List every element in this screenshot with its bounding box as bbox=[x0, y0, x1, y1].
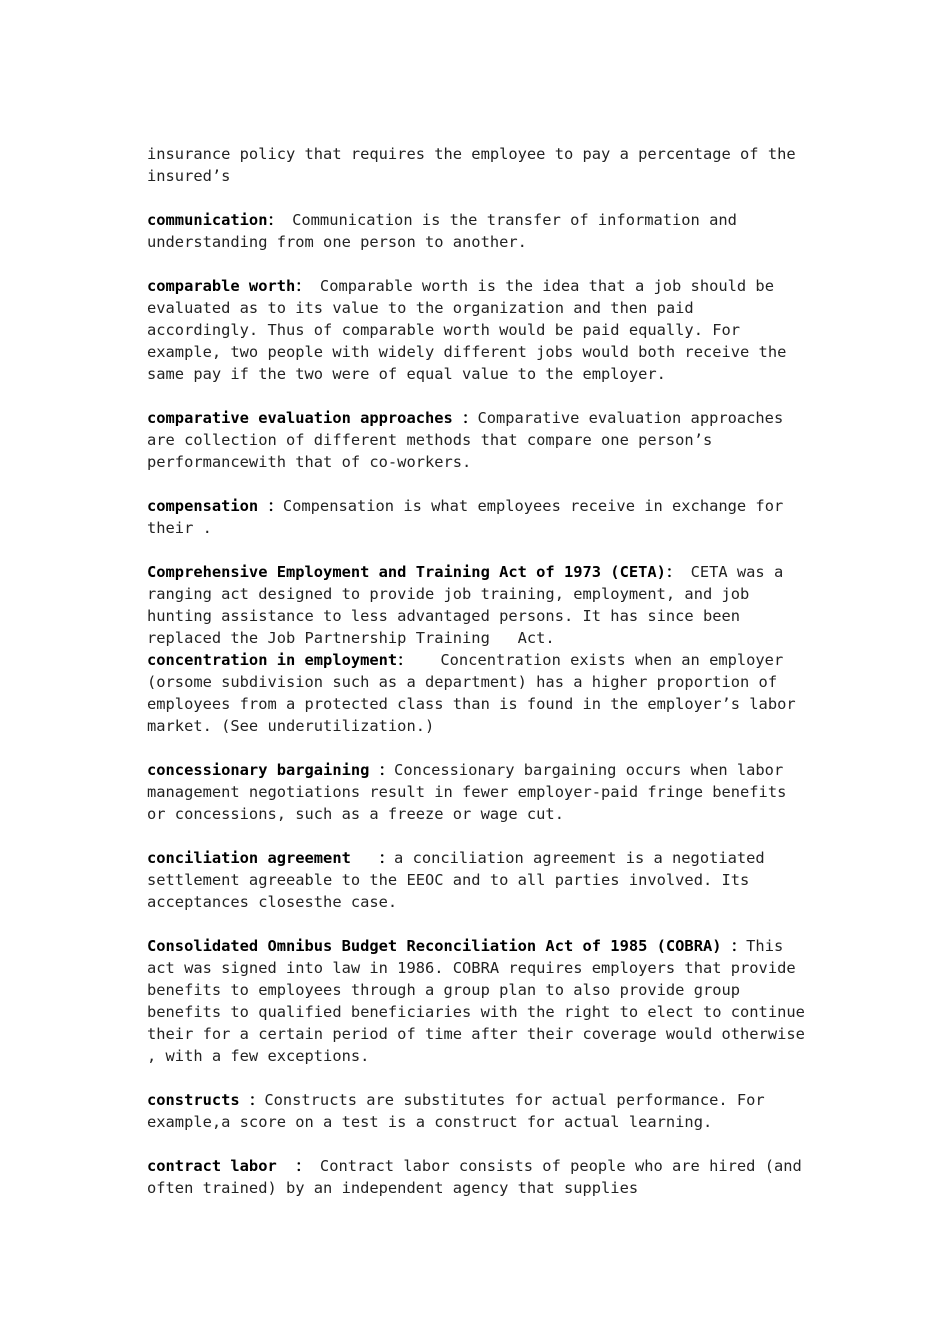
entry-term: constructs ： bbox=[147, 1091, 265, 1109]
entry-definition: Constructs are substitutes for actual performance. For example,a score on a test is a construct for actual learning. bbox=[147, 1091, 774, 1131]
glossary-entry-cobra bbox=[147, 935, 815, 1067]
entry-definition: a conciliation agreement is a negotiated settlement agreeable to the EEOC and to all parties involved. Its acceptances closesthe case. bbox=[147, 849, 774, 911]
document-page bbox=[147, 143, 815, 1221]
glossary-entry-contract-labor bbox=[147, 1155, 812, 1199]
glossary-entry-concessionary-bargaining bbox=[147, 759, 807, 825]
entry-definition: Concessionary bargaining occurs when labor management negotiations result in fewer employer-paid fringe benefits or concessions, such as a freeze or wage cut. bbox=[147, 761, 796, 823]
glossary-entry-conciliation-agreement bbox=[147, 847, 807, 913]
entry-term: concentration in employment： bbox=[147, 651, 413, 669]
entry-definition: Communication is the transfer of information and understanding from one person to another. bbox=[147, 211, 747, 251]
entry-term: Consolidated Omnibus Budget Reconciliation Act of 1985 (COBRA) ： bbox=[147, 937, 747, 955]
entry-definition: Compensation is what employees receive in exchange for their . bbox=[147, 497, 793, 537]
entry-definition: CETA was a ranging act designed to provide job training, employment, and job hunting assistance to less advantaged persons. It has since been replaced the Job Partnership Training Act. bbox=[147, 563, 793, 647]
entry-term: contract labor ： bbox=[147, 1157, 311, 1175]
entry-definition: This act was signed into law in 1986. COBRA requires employers that provide benefits to employees through a group plan to also provide group benefits to qualified beneficiaries with the right to elect to continue their for a certain period of time after their coverage would otherwise , with a few exceptions. bbox=[147, 937, 815, 1065]
entry-term: Comprehensive Employment and Training Act of 1973 (CETA)： bbox=[147, 563, 682, 581]
glossary-entry-communication bbox=[147, 209, 807, 253]
entry-definition: Comparative evaluation approaches are collection of different methods that compare one person’s performancewith that of co-workers. bbox=[147, 409, 793, 471]
glossary-entry-concentration bbox=[147, 649, 807, 737]
entry-definition: Contract labor consists of people who are hired (and often trained) by an independent agency that supplies bbox=[147, 1157, 812, 1197]
glossary-entry-compensation bbox=[147, 495, 807, 539]
entry-definition: insurance policy that requires the employee to pay a percentage of the insured’s bbox=[147, 145, 805, 185]
entry-term: comparative evaluation approaches ： bbox=[147, 409, 478, 427]
entry-definition: Comparable worth is the idea that a job should be evaluated as to its value to the organization and then paid accordingly. Thus of comparable worth would be paid equally. For example, two people with widely different jobs would both receive the same pay if the two were of equal value to the employer. bbox=[147, 277, 796, 383]
glossary-entry-comparable-worth bbox=[147, 275, 807, 385]
entry-term: comparable worth： bbox=[147, 277, 311, 295]
entry-definition: Concentration exists when an employer (orsome subdivision such as a department) has a higher proportion of employees from a protected class than is found in the employer’s labor market. (See underutilization.) bbox=[147, 651, 805, 735]
entry-term: conciliation agreement ： bbox=[147, 849, 395, 867]
glossary-entry-comparative-evaluation bbox=[147, 407, 807, 473]
glossary-entry-continuation bbox=[147, 143, 807, 187]
glossary-entry-constructs bbox=[147, 1089, 807, 1133]
entry-term: compensation ： bbox=[147, 497, 283, 515]
entry-term: communication： bbox=[147, 211, 283, 229]
entry-term: concessionary bargaining ： bbox=[147, 761, 395, 779]
glossary-entry-ceta bbox=[147, 561, 807, 649]
